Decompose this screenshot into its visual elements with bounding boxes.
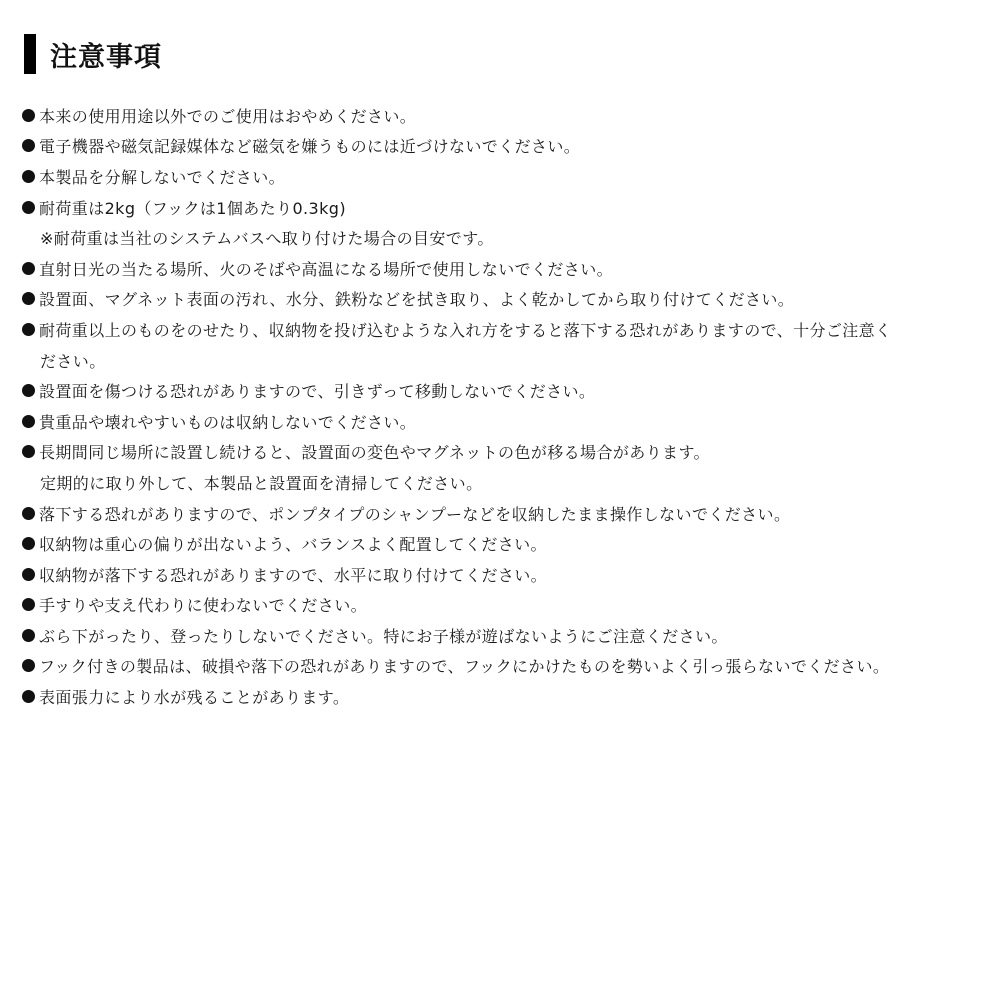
list-item (22, 284, 984, 315)
caution-list (22, 100, 984, 712)
bullet-icon (22, 445, 35, 458)
list-item-text: ださい。 (40, 351, 106, 371)
list-item-text: ※耐荷重は当社のシステムバスへ取り付けた場合の目安です。 (40, 229, 494, 249)
list-item-text: 落下する恐れがありますので、ポンプタイプのシャンプーなどを収納したまま操作しないでください。 (39, 504, 791, 524)
list-item-text: 本製品を分解しないでください。 (39, 167, 286, 187)
bullet-icon (22, 507, 35, 520)
section-header (24, 34, 162, 74)
bullet-icon (22, 568, 35, 581)
bullet-icon (22, 262, 35, 275)
bullet-icon (22, 139, 35, 152)
list-item-text: 定期的に取り外して、本製品と設置面を清掃してください。 (40, 473, 483, 493)
list-item-continuation (22, 345, 984, 376)
list-item (22, 161, 984, 192)
list-item-continuation (22, 467, 984, 498)
list-item (22, 100, 984, 131)
list-item (22, 590, 984, 621)
list-item (22, 131, 984, 162)
list-item-text: ぶら下がったり、登ったりしないでください。特にお子様が遊ばないようにご注意ください。 (39, 626, 728, 646)
list-item-text: 電子機器や磁気記録媒体など磁気を嫌うものには近づけないでください。 (39, 137, 581, 157)
list-item (22, 620, 984, 651)
bullet-icon (22, 384, 35, 397)
bullet-icon (22, 292, 35, 305)
list-item-text: 貴重品や壊れやすいものは収納しないでください。 (39, 412, 417, 432)
list-item (22, 528, 984, 559)
list-item (22, 314, 984, 345)
bullet-icon (22, 629, 35, 642)
bullet-icon (22, 537, 35, 550)
list-item-text: 表面張力により水が残ることがあります。 (39, 688, 350, 708)
list-item (22, 498, 984, 529)
bullet-icon (22, 201, 35, 214)
list-item-text: 耐荷重以上のものをのせたり、収納物を投げ込むような入れ方をすると落下する恐れがありますので、十分ご注意く (39, 320, 892, 340)
bullet-icon (22, 598, 35, 611)
list-item-note (22, 222, 984, 253)
list-item-text: 手すりや支え代わりに使わないでください。 (39, 596, 368, 616)
list-item-text: 本来の使用用途以外でのご使用はおやめください。 (39, 106, 417, 126)
list-item-text: フック付きの製品は、破損や落下の恐れがありますので、フックにかけたものを勢いよく引っ張らないでください。 (39, 657, 890, 677)
list-item (22, 681, 984, 712)
list-item (22, 406, 984, 437)
list-item-text: 設置面、マグネット表面の汚れ、水分、鉄粉などを拭き取り、よく乾かしてから取り付けてください。 (39, 290, 795, 310)
list-item-text: 収納物は重心の偏りが出ないよう、バランスよく配置してください。 (39, 535, 547, 555)
header-accent-bar (24, 34, 36, 74)
list-item-text: 直射日光の当たる場所、火のそばや高温になる場所で使用しないでください。 (39, 259, 614, 279)
bullet-icon (22, 690, 35, 703)
page-title: 注意事項 (50, 41, 162, 73)
list-item-text: 設置面を傷つける恐れがありますので、引きずって移動しないでください。 (39, 382, 596, 402)
list-item (22, 192, 984, 223)
list-item (22, 437, 984, 468)
bullet-icon (22, 323, 35, 336)
list-item (22, 253, 984, 284)
bullet-icon (22, 415, 35, 428)
list-item-text: 収納物が落下する恐れがありますので、水平に取り付けてください。 (39, 565, 548, 585)
bullet-icon (22, 109, 35, 122)
list-item (22, 559, 984, 590)
bullet-icon (22, 659, 35, 672)
list-item-text: 耐荷重は2kg（フックは1個あたり0.3kg) (39, 198, 346, 218)
list-item-text: 長期間同じ場所に設置し続けると、設置面の変色やマグネットの色が移る場合があります。 (39, 443, 710, 463)
list-item (22, 651, 984, 682)
list-item (22, 375, 984, 406)
bullet-icon (22, 170, 35, 183)
